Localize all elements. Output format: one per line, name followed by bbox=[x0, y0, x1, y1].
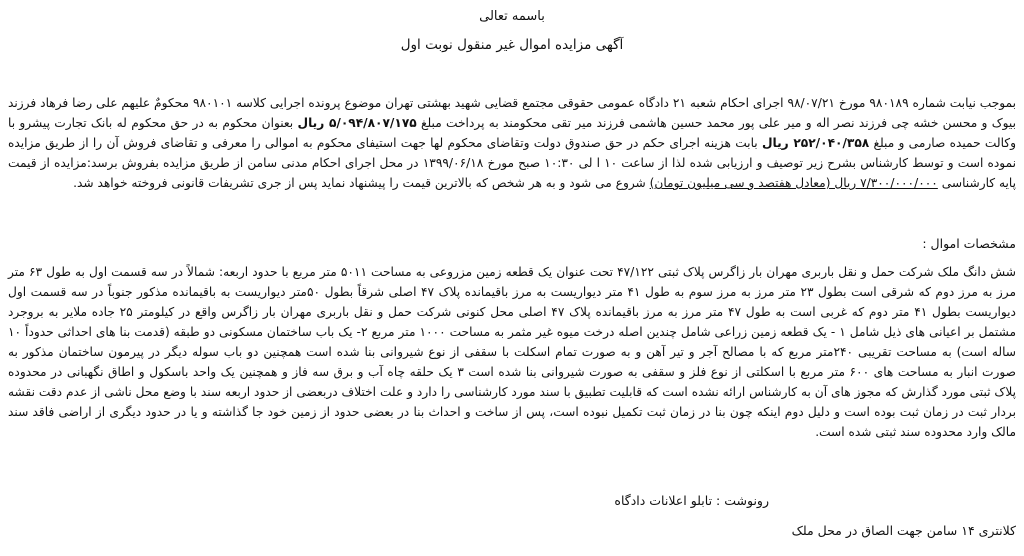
copies-label: رونوشت : تابلو اعلانات دادگاه bbox=[614, 493, 769, 508]
intro-text-1: بموجب نیابت شماره ۹۸۰۱۸۹ مورخ ۹۸/۰۷/۲۱ اجرای احکام شعبه ۲۱ دادگاه عمومی حقوقی مجتمع قضایی شهید بهشتی تهران موضوع پرونده اجرایی کلاسه ۹۸۰۱۰۱ محکومٌ علیهم علی رضا فرهاد فرزند بیوک و محسن خشه چی فرزند نصر اله و میر علی پور محمد حسین هاشمی فرزند میر تقی محکومند به پرداخت مبلغ bbox=[8, 96, 1017, 130]
intro-text-3: بابت هزینه اجرای حکم در حق صندوق دولت وتقاضای محکوم لها جهت استیفای محکوم به اموالی را معرفی و تقاضای فروش آن را از طریق مزایده نموده است و توسط کارشناس بشرح زیر توصیف و ارزیابی شده لذا از ساعت ۱۰ ا لی ۱۰:۳۰ صبح مورخ ۱۳۹۹/۰۶/۱۸ در محل اجرای احکام مدنی سامن از طریق مزایده بفروش برسد:مزایده از قیمت پایه کارشناسی bbox=[8, 136, 1017, 190]
property-specs-label: مشخصات اموال : bbox=[922, 236, 1016, 251]
execution-cost-amount: ۲۵۲/۰۴۰/۳۵۸ ریال bbox=[761, 136, 870, 150]
property-specs-text bbox=[8, 262, 1016, 474]
copies-recipient: کلانتری ۱۴ سامن جهت الصاق در محل ملک bbox=[791, 523, 1016, 538]
notice-body bbox=[8, 93, 1016, 223]
base-price: ۷/۳۰۰/۰۰۰/۰۰۰ ریال (معادل هفتصد و سی میلیون تومان) bbox=[649, 176, 938, 190]
judgment-amount: ۵/۰۹۴/۸۰۷/۱۷۵ ریال bbox=[297, 116, 417, 130]
basmala-heading: باسمه تعالی bbox=[479, 9, 545, 24]
notice-title: آگهی مزایده اموال غیر منقول نوبت اول bbox=[400, 37, 624, 53]
intro-text-4: شروع می شود و به هر شخص که بالاترین قیمت را پیشنهاد نماید پس از جری تشریفات قانونی فروخته خواهد شد. bbox=[73, 176, 650, 190]
intro-text-2: بعنوان محکوم به در حق محکوم له بانک تجارت پیشرو با وکالت حمیده صارمی و مبلغ bbox=[8, 116, 1016, 150]
property-specs-paragraph: شش دانگ ملک شرکت حمل و نقل باربری مهران بار زاگرس پلاک ثبتی ۴۷/۱۲۲ تحت عنوان یک قطعه زمین مزروعی به مساحت ۵۰۱۱ متر مربع با حدود اربعه: شمالاً در سه قسمت اول به طول ۶۳ متر مرز به مرز دوم که شرقی است بطول ۲۳ متر مرز به مرز سوم به طول ۴۱ متر دیواریست به مرز باقیمانده پلاک ۴۷ اصلی شرقاً بطول ۵۰متر دیواریست به باقیمانده مذکور جنوباً در سه قسمت اول دیواریست بطول ۴۱ متر دوم که غربی است به طول ۴۷ متر مرز به مرز باقیمانده پلاک ۴۷ اصلی محل کنونی شرکت حمل و نقل باربری مهران بار زاگرس واقع در کیلومتر ۲۵ جاده ملایر به بروجرد مشتمل بر اعیانی های ذیل شامل ۱ - یک قطعه زمین زراعی شامل چندین اصله درخت میوه غیر مثمر به مساحت ۱۰۰۰ متر مربع ۲- یک باب ساختمان مسکونی دو طبقه (قدمت بنا های احداثی حدوداً ۱۰ ساله است) به مساحت تقریبی ۲۴۰متر مربع که با مصالح آجر و تیر آهن و به صورت تمام اسکلت با سقفی از نوع شیروانی بنا شده است همچنین دو باب سوله دیگر در پیرمون ساختمان مذکور به صورت انبار به مساحت های ۶۰۰ متر مربع با اسکلتی از نوع فلز و سقفی به صورت شیروانی بنا شده است ۳ یک حلقه چاه آب و برق سه فاز و همچنین یک واحد باسکول و اطاق نگهبانی در محدوده پلاک ثبتی مورد گذارش که مجوز های آن به کارشناس ارائه نشده است که قابلیت تطبیق با سند مورد کارشناسی را دارد و علت اختلاف دربعضی از حدود اربعه سند با وضع محل ناشی از عدم دقت نقشه بردار ثبت در زمان ثبت بوده است و دلیل دوم اینکه چون بنا در زمان ثبت تکمیل نبوده است، پس از ساخت و احداث بنا در بعضی حدود از زمین خود جا گذاشته و یا در حدود دیگری از اراضی فاقد سند مالک وارد محدوده سند ثبتی شده است. bbox=[8, 265, 1017, 439]
